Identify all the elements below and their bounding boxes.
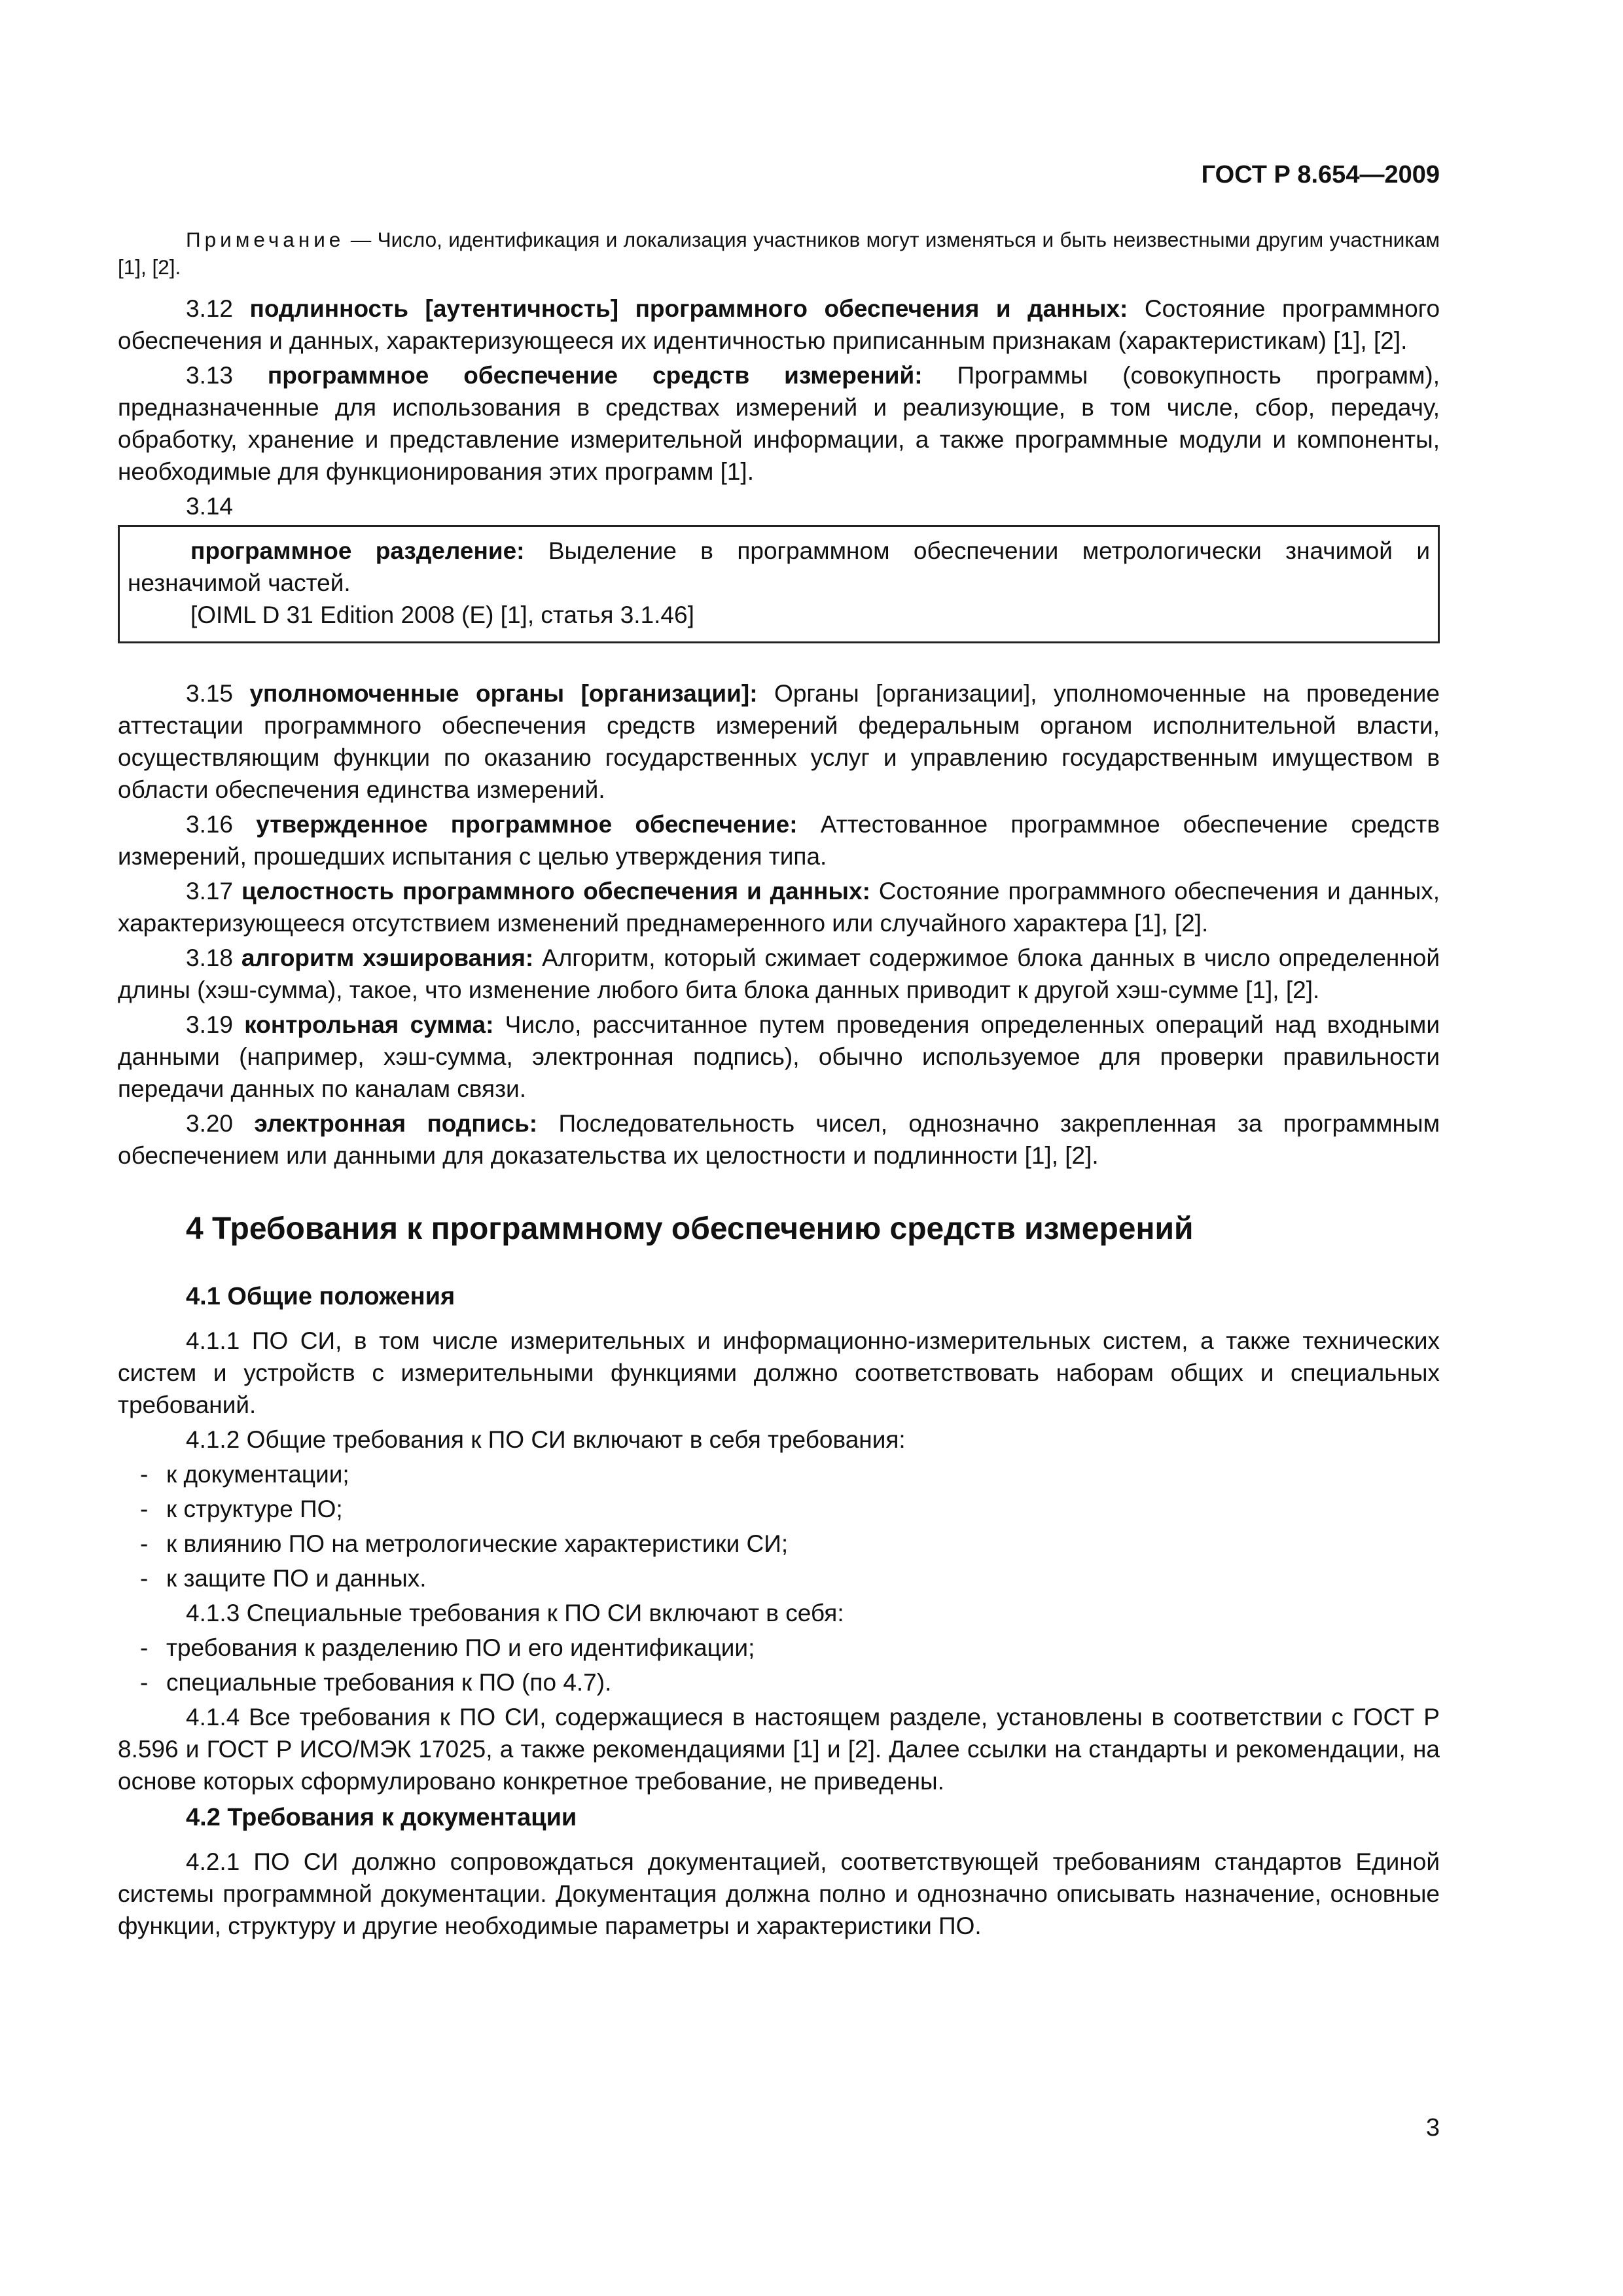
definition-3-15 bbox=[118, 677, 1440, 806]
definition-term: программное обеспечение средств измерений: bbox=[267, 362, 923, 389]
definition-term: утвержденное программное обеспечение: bbox=[256, 811, 798, 838]
definition-text: Алгоритм, который сжимает содержимое блока данных в число определенной длины (хэш-сумма), такое, что изменение любого бита блока данных приводит к другой хэш-сумме [1], [2]. bbox=[118, 944, 1440, 1003]
definition-term: подлинность [аутентичность] программного обеспечения и данных: bbox=[249, 295, 1128, 322]
definition-text: Состояние программного обеспечения и данных, характеризующееся их идентичностью приписанным признакам (характеристикам) [1], [2]. bbox=[118, 295, 1440, 354]
subsection-4-2-heading: 4.2 Требования к документации bbox=[186, 1804, 577, 1831]
definition-text: Состояние программного обеспечения и данных, характеризующееся отсутствием изменений преднамеренного или случайного характера [1], [2]. bbox=[118, 878, 1440, 937]
clause-4-1-2: 4.1.2 Общие требования к ПО СИ включают в себя требования: bbox=[186, 1426, 906, 1453]
clause-4-1-1: 4.1.1 ПО СИ, в том числе измерительных и информационно-измерительных систем, а также технических систем и устройств с измерительными функциями должно соответствовать наборам общих и специальных требований. bbox=[118, 1327, 1440, 1418]
definition-3-14-number: 3.14 bbox=[186, 493, 234, 520]
definition-term: алгоритм хэширования: bbox=[241, 944, 534, 971]
clause-4-2-1: 4.2.1 ПО СИ должно сопровождаться документацией, соответствующей требованиям стандартов Единой системы программной документации. Документация должна полно и однозначно описывать назначение, основные функции, структуру и другие необходимые параметры и характеристики ПО. bbox=[118, 1848, 1440, 1939]
definition-number: 3.12 bbox=[186, 295, 234, 322]
definition-text: Органы [организации], уполномоченные на проведение аттестации программного обеспечения средств измерений федеральным органом исполнительной власти, осуществляющим функции по оказанию государственных услуг и управлению государственным имуществом в области обеспечения единства измерений. bbox=[118, 680, 1440, 803]
boxed-definition bbox=[128, 535, 1430, 599]
definition-term: контрольная сумма: bbox=[244, 1011, 494, 1038]
note-text: — Число, идентификация и локализация участников могут изменяться и быть неизвестными другим участникам [1], [2]. bbox=[118, 228, 1440, 279]
definition-box bbox=[118, 525, 1440, 643]
definition-3-17 bbox=[118, 875, 1440, 939]
clause-4-1-4: 4.1.4 Все требования к ПО СИ, содержащиеся в настоящем разделе, установлены в соответствии с ГОСТ Р 8.596 и ГОСТ Р ИСО/МЭК 17025, а также рекомендациями [1] и [2]. Далее ссылки на стандарты и рекомендации, на основе которых сформулировано конкретное требование, не приведены. bbox=[118, 1704, 1440, 1795]
definition-3-18 bbox=[118, 942, 1440, 1006]
list-item: - специальные требования к ПО (по 4.7). bbox=[140, 1669, 612, 1696]
definition-term: уполномоченные органы [организации]: bbox=[249, 680, 758, 707]
page-number: 3 bbox=[1425, 2114, 1440, 2142]
page-content bbox=[118, 226, 1440, 1945]
definition-text: Программы (совокупность программ), предназначенные для использования в средствах измерений и реализующие, в том числе, сбор, передачу, обработку, хранение и представление измерительной информации, а также программные модули и компоненты, необходимые для функционирования этих программ [1]. bbox=[118, 362, 1440, 485]
list-item: - к влиянию ПО на метрологические характеристики СИ; bbox=[140, 1530, 789, 1557]
definition-text: Последовательность чисел, однозначно закрепленная за программным обеспечением или данными для доказательства их целостности и подлинности [1], [2]. bbox=[118, 1110, 1440, 1169]
definition-number: 3.19 bbox=[186, 1011, 234, 1038]
definition-3-19 bbox=[118, 1009, 1440, 1105]
subsection-4-1-heading: 4.1 Общие положения bbox=[186, 1283, 455, 1310]
definition-term: целостность программного обеспечения и данных: bbox=[241, 878, 870, 905]
definition-3-12 bbox=[118, 293, 1440, 357]
boxed-text: Выделение в программном обеспечении метрологически значимой и незначимой частей. bbox=[128, 537, 1430, 596]
note-label: Примечание bbox=[186, 228, 345, 251]
definition-text: Число, рассчитанное путем проведения определенных операций над входными данными (например, хэш-сумма, электронная подпись), обычно используемое для проверки правильности передачи данных по каналам связи. bbox=[118, 1011, 1440, 1102]
boxed-term: программное разделение: bbox=[190, 537, 525, 564]
definition-number: 3.13 bbox=[186, 362, 234, 389]
document-code-header: ГОСТ Р 8.654—2009 bbox=[1201, 161, 1440, 188]
definition-3-20 bbox=[118, 1107, 1440, 1172]
boxed-source: [OIML D 31 Edition 2008 (E) [1], статья 3.1.46] bbox=[190, 601, 694, 628]
clause-4-1-3: 4.1.3 Специальные требования к ПО СИ включают в себя: bbox=[186, 1600, 844, 1626]
definition-number: 3.16 bbox=[186, 811, 234, 838]
definition-number: 3.15 bbox=[186, 680, 234, 707]
definition-text: Аттестованное программное обеспечение средств измерений, прошедших испытания с целью утверждения типа. bbox=[118, 811, 1440, 870]
note-paragraph bbox=[118, 226, 1440, 281]
definition-3-13 bbox=[118, 359, 1440, 488]
list-item: - к структуре ПО; bbox=[140, 1496, 343, 1522]
definition-number: 3.17 bbox=[186, 878, 234, 905]
definition-3-16 bbox=[118, 808, 1440, 872]
definition-number: 3.20 bbox=[186, 1110, 234, 1137]
definition-term: электронная подпись: bbox=[254, 1110, 538, 1137]
list-item: - к защите ПО и данных. bbox=[140, 1565, 427, 1592]
list-item: - к документации; bbox=[140, 1461, 349, 1488]
list-item: - требования к разделению ПО и его идентификации; bbox=[140, 1634, 755, 1661]
definition-number: 3.18 bbox=[186, 944, 234, 971]
section-4-heading: 4 Требования к программному обеспечению средств измерений bbox=[186, 1211, 1194, 1246]
